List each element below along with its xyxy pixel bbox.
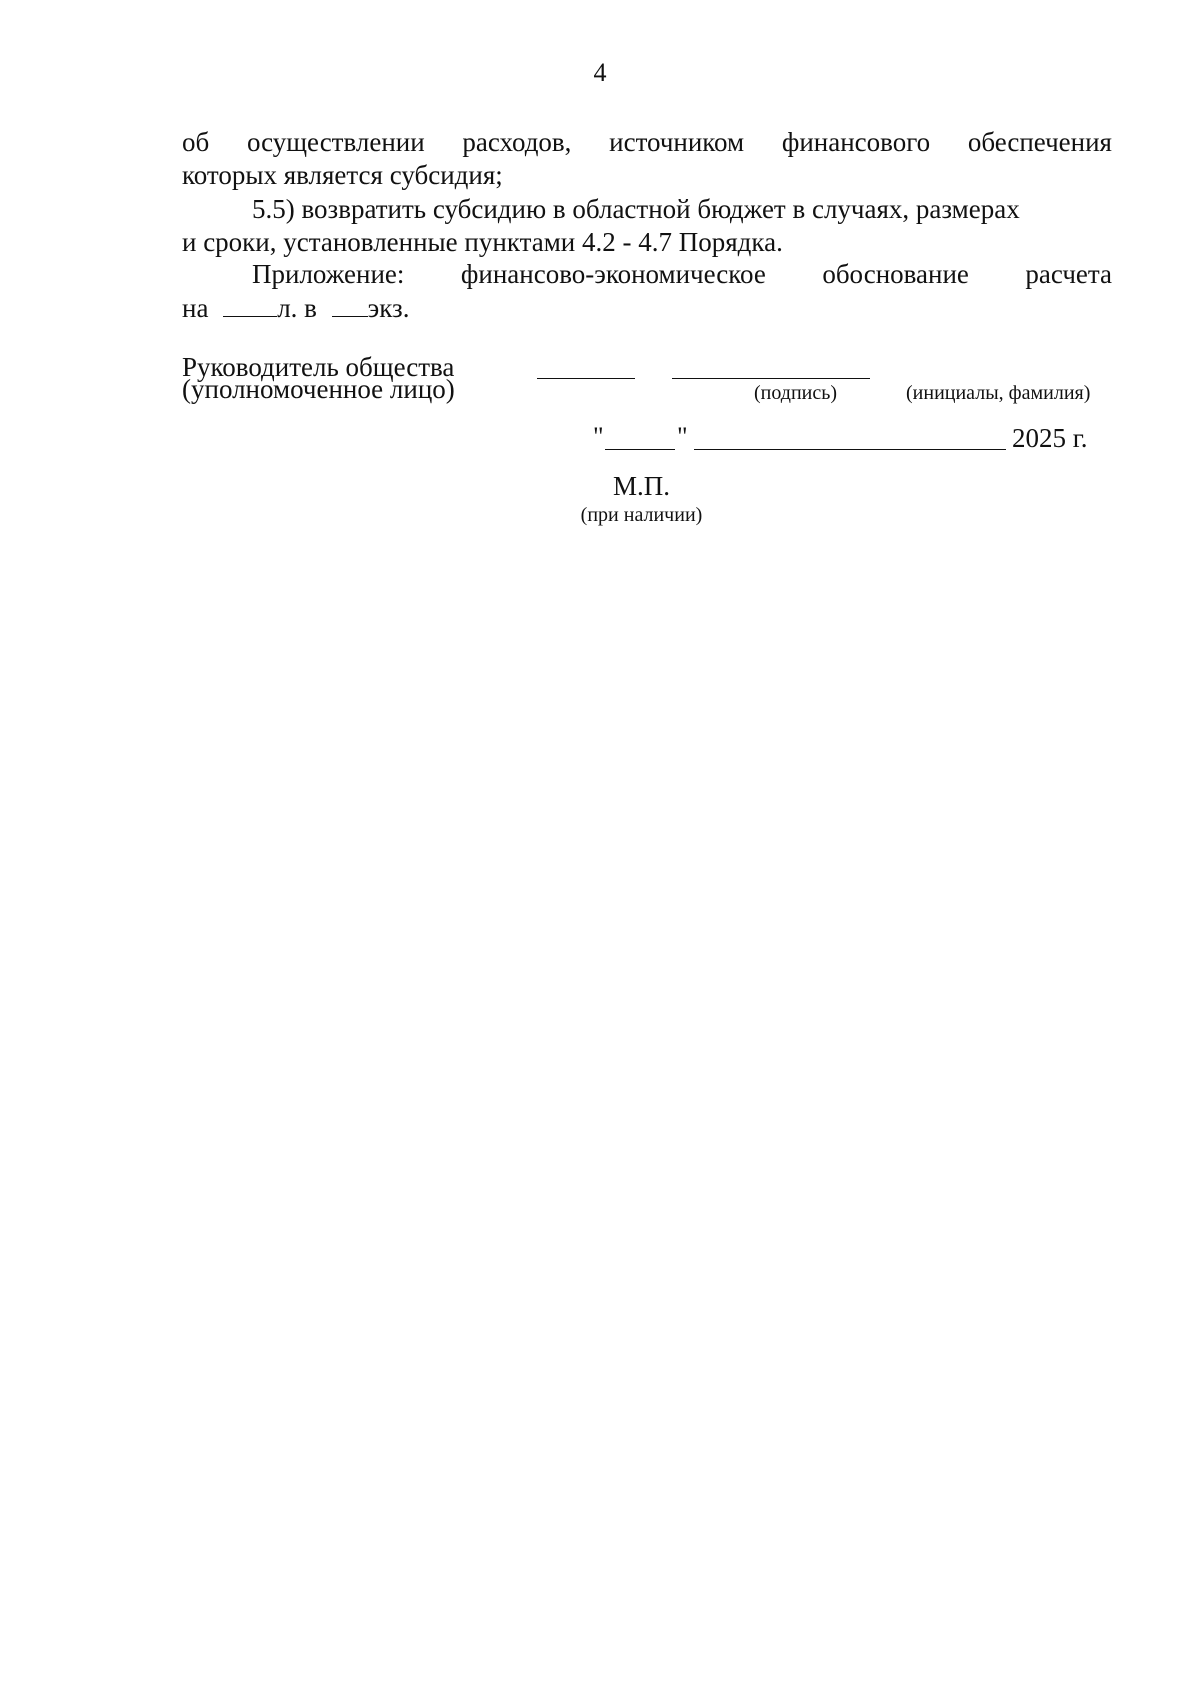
word: расчета [1025,259,1112,289]
date-quote-close: " [677,422,688,451]
day-blank-line [605,449,675,450]
page-number: 4 [593,58,607,87]
date-quote-open: " [593,422,604,451]
word: Приложение: [252,259,405,289]
copies-count-blank [332,294,368,317]
word: обоснование [822,259,969,289]
paragraph-1-line-1 [182,126,1112,159]
attachment-copies-suffix: экз. [367,293,410,323]
signatory-position-line-1: Руководитель общества [182,352,455,382]
word: финансово-экономическое [460,259,766,289]
stamp-note: (при наличии) [580,504,703,526]
name-caption: (инициалы, фамилия) [906,382,1091,404]
attachment-prefix: на [182,293,209,323]
paragraph-1-line-2: которых является субсидия; [182,160,503,190]
attachment-line-2 [182,292,1112,325]
item-5-5-line-2: и сроки, установленные пунктами 4.2 - 4.7 Порядка. [182,227,783,257]
signature-caption: (подпись) [754,382,838,404]
month-blank-line [694,449,1006,450]
stamp-label: М.П. [612,471,670,501]
sheets-count-blank [223,294,277,317]
word: финансового [781,127,931,157]
word: осуществлении [246,127,425,157]
word: об [182,127,210,157]
word: расходов, [462,127,572,157]
attachment-sheets-suffix: л. в [277,293,317,323]
signature-blank-line [537,378,635,379]
name-blank-line [672,378,870,379]
word: обеспечения [967,127,1112,157]
signatory-position-line-2: (уполномоченное лицо) [182,374,455,404]
date-year: 2025 г. [1012,423,1088,453]
word: источником [609,127,745,157]
attachment-line-1 [252,258,1112,291]
item-5-5-line-1: 5.5) возвратить субсидию в областной бюджет в случаях, размерах [252,194,1020,224]
